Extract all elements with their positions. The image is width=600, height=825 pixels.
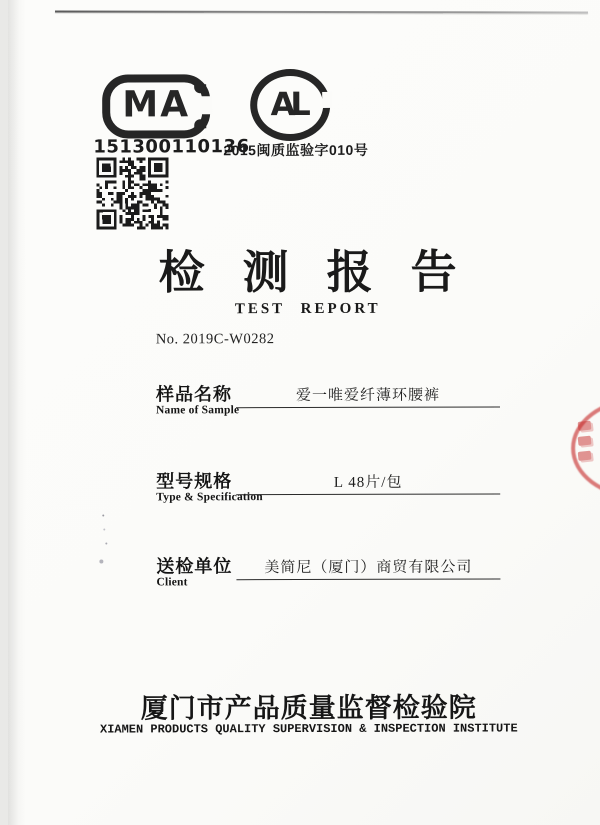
- cal-letters: AL: [270, 85, 306, 124]
- field-label-cn: 样品名称: [155, 384, 232, 405]
- cma-letters: MA: [122, 84, 191, 126]
- field-label: [155, 380, 240, 417]
- field-row-client: [156, 551, 500, 589]
- cma-certification-icon: [102, 74, 210, 138]
- qr-code-icon: [95, 157, 169, 229]
- report-title-en: TEST REPORT: [234, 300, 381, 318]
- red-seal-stamp-text: [578, 415, 600, 466]
- field-label-en: Type & Specification: [156, 491, 263, 504]
- field-label-en: Name of Sample: [155, 404, 240, 417]
- field-label: [156, 552, 233, 589]
- field-label-en: Client: [156, 576, 188, 589]
- report-number: No. 2019C-W0282: [155, 331, 275, 348]
- field-value-type-specification: L 48片/包: [236, 470, 500, 495]
- field-row-type-specification: [156, 466, 500, 504]
- field-value-client: 美简尼（厦门）商贸有限公司: [236, 555, 500, 580]
- scan-artifacts: [102, 515, 104, 517]
- scanned-test-report-page: [8, 0, 600, 825]
- report-content: [8, 0, 600, 825]
- field-label-cn: 送检单位: [156, 556, 233, 577]
- cal-c-opening: [322, 92, 332, 108]
- field-value-sample-name: 爱一唯爱纤薄环腰裤: [236, 383, 500, 408]
- cma-c-hook-bottom: [194, 119, 206, 128]
- field-label-cn: 型号规格: [156, 471, 233, 492]
- report-title-cn: 检测报告: [158, 246, 495, 299]
- field-row-sample-name: [155, 379, 500, 417]
- cma-c-hook-top: [194, 84, 206, 93]
- institute-name-cn: 厦门市产品质量监督检验院: [140, 692, 477, 724]
- cal-certification-icon: [250, 69, 330, 141]
- cma-c-opening: [200, 96, 212, 114]
- cma-certificate-number: 151300110136: [93, 136, 250, 158]
- field-label: [156, 467, 263, 504]
- cal-license-number: 2015闽质监验字010号: [223, 141, 369, 159]
- institute-name-en: XIAMEN PRODUCTS QUALITY SUPERVISION & INSPECTION INSTITUTE: [99, 721, 518, 737]
